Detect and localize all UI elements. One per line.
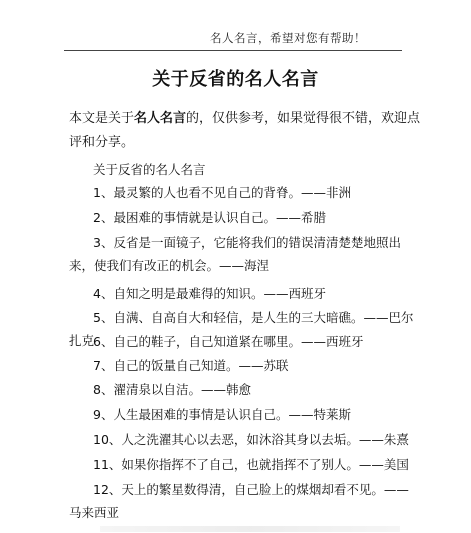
- quote-item: 9、人生最困难的事情是认识自己。——特莱斯: [93, 407, 351, 422]
- quote-item: 11、如果你指挥不了自己，也就指挥不了别人。——美国: [93, 457, 409, 472]
- quote-item: 1、最灵繁的人也看不见自己的背脊。——非洲: [93, 185, 351, 200]
- quote-item: 7、自己的饭量自己知道。——苏联: [93, 358, 289, 373]
- intro-suffix: 的，仅供参考，如果觉得很不错，欢迎点评和分享。: [69, 111, 421, 150]
- faded-watermark: [100, 526, 400, 532]
- page-title: 关于反省的名人名言: [152, 69, 319, 90]
- header-divider: [64, 50, 402, 51]
- quote-item: 4、自知之明是最难得的知识。——西班牙: [93, 286, 326, 301]
- quote-item: 2、最困难的事情就是认识自己。——希腊: [93, 210, 326, 225]
- intro-keyword: 名人名言: [134, 111, 187, 126]
- quote-item: 8、濯清泉以自洁。——韩愈: [93, 382, 251, 397]
- quote-item: 12、天上的繁星数得清，自己脸上的煤烟却看不见。——马来西亚: [69, 482, 409, 520]
- quote-item: 5、自满、自高自大和轻信，是人生的三大暗礁。——巴尔扎克: [69, 310, 414, 348]
- header-note: 名人名言，希望对您有帮助！: [210, 31, 366, 45]
- intro-paragraph: [69, 107, 421, 155]
- quote-item: 10、人之洗濯其心以去恶，如沐浴其身以去垢。——朱熹: [93, 432, 409, 447]
- quote-item: 6、自己的鞋子，自己知道紧在哪里。——西班牙: [93, 334, 364, 349]
- intro-prefix: 本文是关于: [69, 111, 135, 126]
- quote-item: 3、反省是一面镜子，它能将我们的错误清清楚楚地照出来，使我们有改正的机会。——海涅: [69, 235, 401, 273]
- section-subtitle: 关于反省的名人名言: [93, 162, 206, 177]
